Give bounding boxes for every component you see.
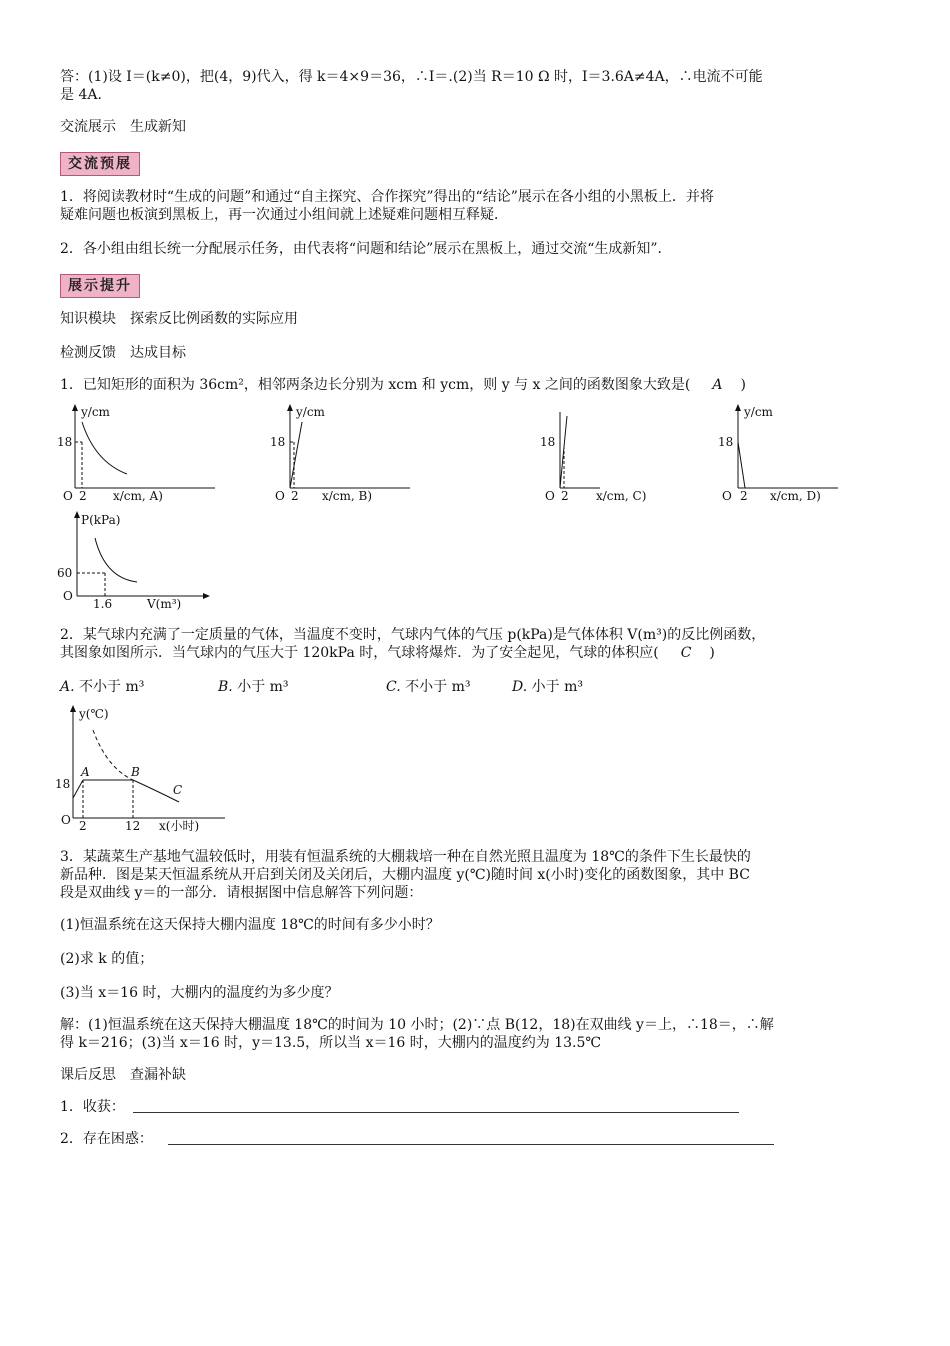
q3-point-b: B: [131, 765, 140, 779]
q1d-ylabel: y/cm: [744, 405, 773, 419]
question-1-close: ): [740, 377, 746, 393]
q1d-xtick: 2: [740, 489, 748, 502]
q2-option-d: D. 小于 m³: [512, 679, 583, 695]
feedback-heading: 检测反馈 达成目标: [60, 345, 186, 361]
preview-2: 2．各小组由组长统一分配展示任务，由代表将“问题和结论”展示在黑板上，通过交流“生成新知”．: [60, 241, 672, 257]
knowledge-module: 知识模块 探索反比例函数的实际应用: [60, 311, 298, 327]
solution-line1: 解：(1)恒温系统在这天保持大棚温度 18℃的时间为 10 小时；(2)∵点 B(12，18)在双曲线 y＝上，∴18＝，∴解: [60, 1017, 774, 1033]
gain-blank-line[interactable]: [133, 1112, 739, 1113]
q3-ytick: 18: [55, 777, 71, 791]
q2-option-c: C. 不小于 m³: [386, 679, 471, 695]
q1a-xlabel: x/cm, A): [113, 489, 163, 502]
q2-xlabel: V(m³): [147, 597, 182, 611]
q1c-xlabel: x/cm, C): [596, 489, 647, 502]
q1-graph-b: [270, 402, 450, 502]
question-1-answer: A: [712, 377, 723, 393]
question-2-answer: C: [680, 645, 692, 661]
prev-answer-line1: 答：(1)设 I＝(k≠0)，把(4，9)代入，得 k＝4×9＝36，∴I＝.(2)当 R＝10 Ω 时，I＝3.6A≠4A，∴电流不可能: [60, 69, 763, 85]
question-3-sub1: (1)恒温系统在这天保持大棚内温度 18℃的时间有多少小时？: [60, 917, 440, 933]
q2-origin: O: [63, 589, 73, 603]
q1b-origin: O: [275, 489, 285, 502]
question-2-close: ): [709, 645, 715, 661]
badge-show: 展示提升: [60, 274, 140, 298]
preview-1-line2: 疑难问题也板演到黑板上，再一次通过小组间就上述疑难问题相互释疑．: [60, 207, 508, 223]
q2-option-b: B. 小于 m³: [218, 679, 289, 695]
q1b-ytick: 18: [270, 435, 286, 449]
q1a-xtick: 2: [79, 489, 87, 502]
q1b-xtick: 2: [291, 489, 299, 502]
question-3-sub3: (3)当 x＝16 时，大棚内的温度约为多少度？: [60, 985, 339, 1001]
question-3-line1: 3．某蔬菜生产基地气温较低时，用装有恒温系统的大棚栽培一种在自然光照且温度为 18℃的条件下生长最快的: [60, 849, 751, 865]
q1-graph-d: [718, 402, 898, 502]
q2-option-a: A. 不小于 m³: [60, 679, 145, 695]
preview-1-line1: 1．将阅读教材时“生成的问题”和通过“自主探究、合作探究”得出的“结论”展示在各小组的小黑板上．并将: [60, 189, 714, 205]
reflection-heading: 课后反思 查漏补缺: [60, 1067, 186, 1083]
gain-label: 1．收获：: [60, 1099, 125, 1115]
q2-ytick: 60: [57, 566, 73, 580]
q3-ylabel: y(℃): [79, 707, 109, 721]
q1a-ytick: 18: [57, 435, 73, 449]
question-2-text: 其图象如图所示．当气球内的气压大于 120kPa 时，气球将爆炸．为了安全起见，气球的体积应(: [60, 645, 659, 661]
question-3-line3: 段是双曲线 y＝的一部分．请根据图中信息解答下列问题：: [60, 885, 423, 901]
q1b-xlabel: x/cm, B): [322, 489, 373, 502]
q3-point-a: A: [81, 765, 90, 779]
question-3-line2: 新品种．图是某天恒温系统从开启到关闭及关闭后，大棚内温度 y(℃)随时间 x(小时)变化的函数图象，其中 BC: [60, 867, 750, 883]
q1b-ylabel: y/cm: [296, 405, 325, 419]
q3-origin: O: [61, 813, 71, 827]
confusion-blank-line[interactable]: [168, 1144, 774, 1145]
q1-graph-a: [55, 402, 235, 502]
solution-line2: 得 k＝216；(3)当 x＝16 时，y＝13.5，所以当 x＝16 时，大棚内的温度约为 13.5℃: [60, 1035, 602, 1051]
q2-xtick: 1.6: [93, 597, 113, 611]
confusion-label: 2．存在困惑：: [60, 1131, 153, 1147]
q3-xlabel: x(小时): [159, 819, 200, 833]
question-1: [60, 376, 890, 394]
q1-graph-c: [540, 402, 700, 502]
prev-answer-line2: 是 4A.: [60, 87, 102, 103]
badge-preview: 交流预展: [60, 152, 140, 176]
q1a-origin: O: [63, 489, 73, 502]
q1a-ylabel: y/cm: [81, 405, 110, 419]
q1d-origin: O: [722, 489, 732, 502]
q3-xtick-1: 2: [79, 819, 87, 833]
q1c-xtick: 2: [561, 489, 569, 502]
q3-graph: [55, 702, 235, 836]
q1c-ytick: 18: [540, 435, 556, 449]
q1d-xlabel: x/cm, D): [770, 489, 821, 502]
section-exchange: 交流展示 生成新知: [60, 119, 186, 135]
q1c-origin: O: [545, 489, 555, 502]
q3-xtick-2: 12: [125, 819, 141, 833]
q2-graph: [55, 508, 215, 612]
q2-ylabel: P(kPa): [81, 513, 121, 527]
question-3-sub2: (2)求 k 的值；: [60, 951, 154, 967]
question-1-text: 1．已知矩形的面积为 36cm²，相邻两条边长分别为 xcm 和 ycm，则 y 与 x 之间的函数图象大致是(: [60, 377, 691, 393]
q1d-ytick: 18: [718, 435, 734, 449]
q3-point-c: C: [173, 783, 183, 797]
question-2-line2: [60, 644, 890, 662]
question-2-line1: 2．某气球内充满了一定质量的气体，当温度不变时，气球内气体的气压 p(kPa)是气体体积 V(m³)的反比例函数，: [60, 627, 766, 643]
